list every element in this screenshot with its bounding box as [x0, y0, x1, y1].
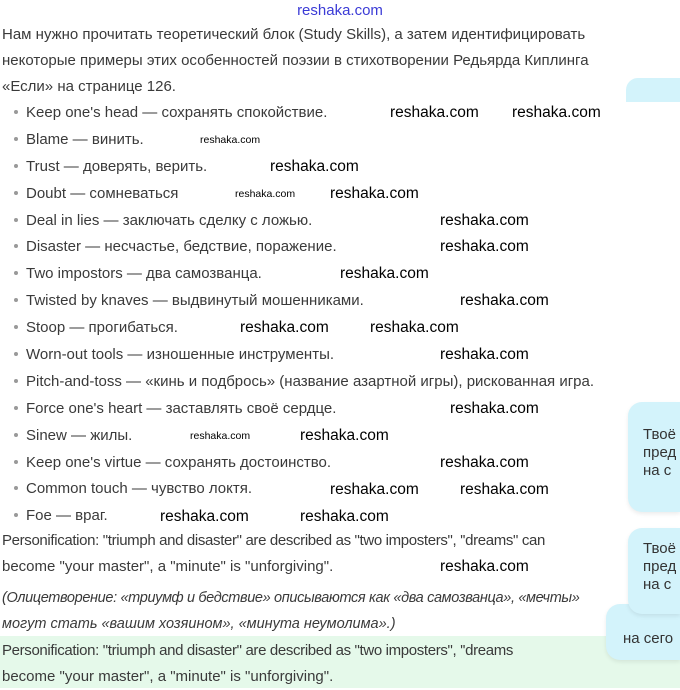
card-text: Твоё: [643, 540, 676, 557]
chat-card[interactable]: [628, 402, 680, 512]
list-item: [10, 100, 594, 127]
card-text: пред: [643, 558, 677, 575]
intro-line: «Если» на странице 126.: [2, 78, 176, 95]
card-text: на с: [643, 576, 672, 593]
watermark: reshaka.com: [270, 158, 359, 175]
watermark: reshaka.com: [330, 481, 419, 498]
translation-line: (Олицетворение: «триумф и бедствие» описываются как «два самозванца», «мечты»: [2, 590, 580, 606]
watermark: reshaka.com: [160, 508, 249, 525]
watermark: reshaka.com: [450, 400, 539, 417]
item-text: Foe — враг.: [26, 507, 108, 525]
watermark: reshaka.com: [390, 104, 479, 121]
item-text: Stoop — прогибаться.: [26, 319, 178, 337]
watermark: reshaka.com: [300, 427, 389, 444]
item-text: Keep one's head — сохранять спокойствие.: [26, 104, 328, 121]
list-item: [10, 369, 594, 396]
watermark: reshaka.com: [512, 104, 601, 121]
item-text: Deal in lies — заключать сделку с ложью.: [26, 211, 313, 229]
watermark: reshaka.com: [440, 558, 529, 575]
personification-line: become "your master", a "minute" is "unforgiving".: [2, 558, 334, 575]
item-text: Common touch — чувство локтя.: [26, 480, 252, 498]
watermark: reshaka.com: [300, 508, 389, 525]
translation-line: могут стать «вашим хозяином», «минута неумолима».): [2, 616, 396, 632]
item-text: Force one's heart — заставлять своё сердце.: [26, 399, 337, 417]
item-text: Worn-out tools — изношенные инструменты.: [26, 346, 335, 364]
watermark: reshaka.com: [440, 238, 529, 255]
personification-line: Personification: "triumph and disaster" are described as "two imposters", ''dreams: [2, 642, 514, 659]
list-item: [10, 261, 594, 288]
watermark: reshaka.com: [200, 134, 261, 146]
watermark: reshaka.com: [440, 212, 529, 229]
personification-line: become "your master", a "minute" is "unforgiving".: [2, 668, 334, 685]
item-text: Doubt — сомневаться: [26, 184, 179, 202]
item-text: Two impostors — два самозванца.: [26, 265, 262, 283]
item-text: Blame — винить.: [26, 130, 144, 148]
item-text: Disaster — несчастье, бедствие, поражение.: [26, 238, 337, 256]
card-text: Твоё: [643, 426, 676, 443]
watermark: reshaka.com: [190, 430, 251, 442]
watermark: reshaka.com: [370, 319, 459, 336]
personification-line: Personification: "triumph and disaster" are described as "two imposters", ''dreams" can: [2, 532, 545, 549]
item-text: Sinew — жилы.: [26, 426, 133, 444]
chat-card[interactable]: [628, 528, 680, 614]
card-text: пред: [643, 444, 677, 461]
item-text: Trust — доверять, верить.: [26, 157, 208, 175]
item-text: Pitch-and-toss — «кинь и подбрось» (название азартной игры), рискованная игра.: [26, 372, 595, 390]
watermark: reshaka.com: [440, 454, 529, 471]
watermark: reshaka.com: [340, 265, 429, 282]
card-text: на с: [643, 462, 672, 479]
card-text: на сего: [623, 630, 674, 647]
watermark: reshaka.com: [240, 319, 329, 336]
watermark: reshaka.com: [460, 292, 549, 309]
card-edge: [626, 78, 680, 102]
list-item: [10, 127, 594, 154]
watermark: reshaka.com: [440, 346, 529, 363]
intro-line: Нам нужно прочитать теоретический блок (Study Skills), а затем идентифицировать: [2, 26, 586, 43]
intro-line: некоторые примеры этих особенностей поэзии в стихотворении Редьярда Киплинга: [2, 52, 589, 69]
watermark: reshaka.com: [330, 185, 419, 202]
item-text: Twisted by knaves — выдвинутый мошенниками.: [26, 292, 364, 310]
watermark-top: reshaka.com: [297, 2, 383, 19]
item-text: Keep one's virtue — сохранять достоинство.: [26, 453, 332, 471]
watermark: reshaka.com: [460, 481, 549, 498]
list-item: [10, 181, 594, 208]
watermark: reshaka.com: [235, 188, 296, 200]
